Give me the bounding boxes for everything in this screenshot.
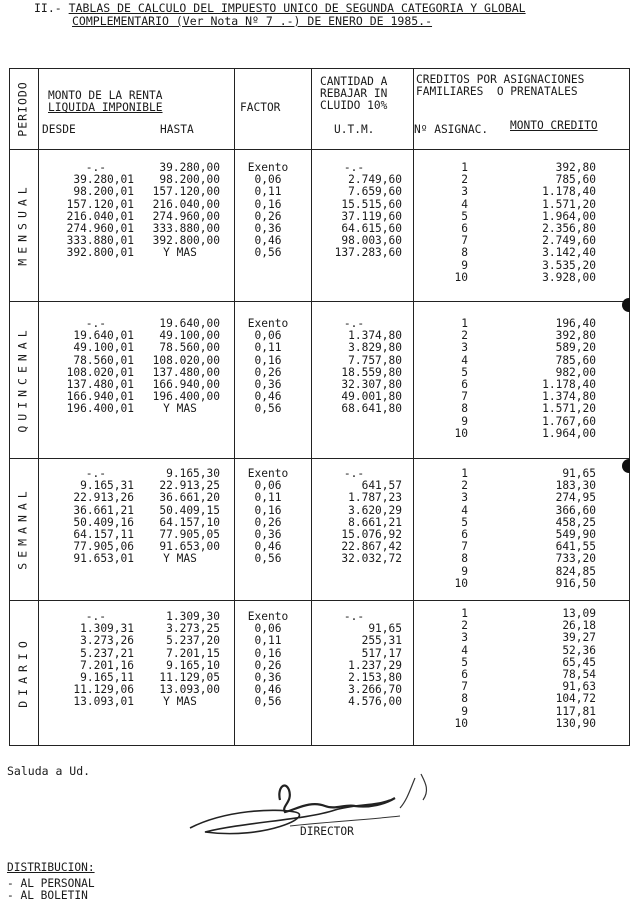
credit-number: 9: [461, 258, 468, 272]
credit-number: 1: [461, 607, 468, 620]
row-desde: 64.157,11: [73, 528, 134, 541]
credit-number: 2: [461, 479, 468, 493]
credit-number: 9: [461, 414, 468, 428]
row-hasta: 36.661,20: [159, 491, 220, 505]
credit-number: 10: [454, 716, 468, 730]
credit-amount: 641,55: [555, 540, 596, 554]
row-factor: 0,16: [254, 503, 282, 517]
row-hasta: 392.800,00: [152, 234, 220, 248]
creditos-header-line2: FAMILIARES O PRENATALES: [416, 85, 578, 98]
n-asignac-header: Nº ASIGNAC.: [414, 123, 489, 136]
dist-item-1: - AL BOLETIN: [7, 889, 88, 902]
credit-number: 5: [461, 655, 468, 669]
credit-number: 7: [461, 680, 468, 694]
credit-amount: 52,36: [562, 643, 596, 657]
row-desde: -.-: [85, 467, 106, 480]
credit-number: 6: [461, 528, 468, 541]
row-cantidad: 4.576,00: [348, 695, 402, 709]
credit-amount: 39,27: [562, 631, 596, 645]
row-hasta: Y MAS: [163, 246, 197, 260]
row-cantidad: 32.032,72: [341, 552, 402, 566]
credit-number: 1: [461, 161, 468, 174]
row-hasta: 216.040,00: [152, 197, 220, 211]
credit-number: 3: [461, 491, 468, 505]
credit-number: 2: [461, 329, 468, 343]
credit-amount: 824,85: [555, 564, 596, 578]
row-desde: 19.640,01: [73, 329, 134, 343]
row-desde: 333.880,01: [66, 234, 134, 248]
credit-number: 1: [461, 317, 468, 330]
credit-amount: 78,54: [562, 668, 596, 681]
row-desde: 274.960,01: [66, 222, 134, 235]
row-hasta: Y MAS: [163, 552, 197, 566]
row-hasta: 7.201,15: [166, 646, 220, 660]
credit-amount: 1.571,20: [542, 197, 596, 211]
period-label-semanal: SEMANAL: [16, 486, 30, 570]
row-cantidad: 37.119,60: [341, 209, 402, 223]
row-cantidad: 8.661,21: [348, 515, 402, 529]
row-factor: 0,11: [254, 341, 282, 355]
credit-number: 7: [461, 540, 468, 554]
row-hasta: 64.157,10: [159, 515, 220, 529]
credit-number: 9: [461, 564, 468, 578]
row-cantidad: 7.659,60: [348, 185, 402, 199]
monto-header-line2: LIQUIDA IMPONIBLE: [48, 101, 163, 114]
row-cantidad: -.-: [343, 317, 365, 330]
row-desde: 108.020,01: [66, 365, 134, 379]
signer-title: DIRECTOR: [300, 825, 354, 838]
credit-amount: 916,50: [555, 576, 596, 590]
row-desde: 13.093,01: [73, 695, 134, 709]
row-hasta: 98.200,00: [159, 173, 220, 187]
credit-number: 7: [461, 234, 468, 248]
credit-number: 3: [461, 185, 468, 199]
credit-amount: 91,65: [562, 467, 596, 480]
row-desde: 157.120,01: [66, 197, 134, 211]
credit-amount: 130,90: [555, 716, 596, 730]
credit-amount: 274,95: [555, 491, 596, 505]
credit-number: 2: [461, 173, 468, 187]
row-factor: 0,06: [254, 622, 282, 636]
factor-header: FACTOR: [240, 101, 281, 114]
period-label-mensual: MENSUAL: [16, 182, 30, 266]
cantidad-header-line2: REBAJAR IN: [320, 87, 388, 100]
row-hasta: 11.129,05: [159, 671, 220, 684]
row-desde: 50.409,16: [73, 515, 134, 529]
credit-number: 5: [461, 365, 468, 379]
credit-number: 10: [454, 270, 468, 284]
row-hasta: 333.880,00: [152, 222, 220, 235]
credit-number: 6: [461, 668, 468, 681]
credit-amount: 1.767,60: [542, 414, 596, 428]
row-desde: 36.661,21: [73, 503, 134, 517]
row-factor: Exento: [247, 317, 289, 330]
row-hasta: 91.653,00: [159, 540, 220, 554]
row-cantidad: 15.515,60: [341, 197, 402, 211]
credit-number: 3: [461, 631, 468, 645]
credit-number: 4: [461, 643, 468, 657]
row-cantidad: 3.620,29: [348, 503, 402, 517]
row-hasta: 49.100,00: [159, 329, 220, 343]
creditos-header-line1: CREDITOS POR ASIGNACIONES: [416, 73, 585, 86]
credit-number: 8: [461, 402, 468, 416]
cantidad-header-line3: CLUIDO 10%: [320, 99, 388, 112]
row-cantidad: 1.237,29: [348, 658, 402, 672]
credit-amount: 65,45: [562, 655, 596, 669]
distribucion-heading: DISTRIBUCION:: [7, 861, 95, 874]
row-cantidad: 68.641,80: [341, 402, 402, 416]
row-hasta: 196.400,00: [152, 390, 220, 404]
credit-amount: 392,80: [555, 329, 596, 343]
row-hasta: 166.940,00: [152, 378, 220, 391]
cantidad-header-line1: CANTIDAD A: [320, 75, 388, 88]
credit-number: 8: [461, 692, 468, 706]
credit-number: 2: [461, 619, 468, 633]
row-hasta: 157.120,00: [152, 185, 220, 199]
periodo-header: PERIODO: [16, 81, 30, 137]
punch-hole: [622, 459, 630, 473]
period-label-quincenal: QUINCENAL: [16, 324, 30, 433]
row-desde: 22.913,26: [73, 491, 134, 505]
row-cantidad: -.-: [343, 161, 365, 174]
credit-amount: 589,20: [555, 341, 596, 355]
row-desde: 78.560,01: [73, 353, 134, 367]
row-desde: -.-: [85, 610, 106, 623]
row-factor: Exento: [247, 467, 289, 480]
credit-number: 4: [461, 353, 468, 367]
row-hasta: 39.280,00: [159, 161, 220, 174]
credit-amount: 13,09: [562, 607, 596, 620]
title-prefix: II.-: [34, 1, 62, 15]
closing-greeting: Saluda a Ud.: [7, 764, 91, 778]
credit-number: 6: [461, 222, 468, 235]
row-factor: 0,16: [254, 353, 282, 367]
row-factor: 0,36: [254, 528, 282, 541]
credit-amount: 785,60: [555, 353, 596, 367]
credit-amount: 1.178,40: [542, 185, 596, 199]
row-cantidad: 3.266,70: [348, 683, 402, 697]
dist-item-0: - AL PERSONAL: [7, 877, 95, 890]
row-factor: 0,26: [254, 209, 282, 223]
credit-amount: 183,30: [555, 479, 596, 493]
row-cantidad: 3.829,80: [348, 341, 402, 355]
credit-amount: 3.142,40: [542, 246, 596, 260]
row-factor: 0,06: [254, 173, 282, 187]
credit-amount: 1.571,20: [542, 402, 596, 416]
row-cantidad: 517,17: [361, 646, 402, 660]
row-hasta: 3.273,25: [166, 622, 220, 636]
row-factor: 0,11: [254, 185, 282, 199]
row-factor: 0,46: [254, 540, 282, 554]
credit-number: 8: [461, 552, 468, 566]
credit-amount: 1.964,00: [542, 426, 596, 440]
signature-image: [185, 770, 445, 850]
row-hasta: 77.905,05: [159, 528, 220, 541]
credit-number: 4: [461, 197, 468, 211]
row-cantidad: 1.374,80: [348, 329, 402, 343]
row-hasta: 108.020,00: [152, 353, 220, 367]
row-cantidad: -.-: [343, 467, 365, 480]
row-factor: 0,36: [254, 222, 282, 235]
title-line-1: TABLAS DE CALCULO DEL IMPUESTO UNICO DE SEGUNDA CATEGORIA Y GLOBAL: [68, 1, 526, 15]
credit-amount: 3.928,00: [542, 270, 596, 284]
row-hasta: Y MAS: [163, 402, 197, 416]
row-desde: 9.165,31: [80, 479, 134, 493]
period-label-diario: DIARIO: [16, 635, 31, 708]
credit-amount: 366,60: [555, 503, 596, 517]
row-cantidad: -.-: [343, 610, 365, 623]
punch-hole: [622, 298, 630, 312]
row-hasta: Y MAS: [163, 695, 197, 709]
credit-amount: 196,40: [555, 317, 596, 330]
row-factor: 0,26: [254, 515, 282, 529]
row-cantidad: 98.003,60: [341, 234, 402, 248]
credit-number: 1: [461, 467, 468, 480]
title-line-2: COMPLEMENTARIO (Ver Nota Nº 7 .-) DE ENERO DE 1985.-: [72, 14, 433, 28]
monto-credito-header: MONTO CREDITO: [510, 119, 598, 132]
credit-number: 3: [461, 341, 468, 355]
row-cantidad: 1.787,23: [348, 491, 402, 505]
credit-number: 10: [454, 426, 468, 440]
credit-number: 10: [454, 576, 468, 590]
row-desde: 77.905,06: [73, 540, 134, 554]
row-factor: 0,26: [254, 365, 282, 379]
row-desde: -.-: [85, 161, 106, 174]
row-cantidad: 15.076,92: [341, 528, 402, 541]
row-hasta: 5.237,20: [166, 634, 220, 648]
row-factor: Exento: [247, 161, 289, 174]
credit-amount: 3.535,20: [542, 258, 596, 272]
row-desde: 1.309,31: [80, 622, 134, 636]
credit-amount: 1.178,40: [542, 378, 596, 391]
row-factor: 0,56: [254, 552, 282, 566]
row-hasta: 22.913,25: [159, 479, 220, 493]
credit-amount: 2.356,80: [542, 222, 596, 235]
row-cantidad: 49.001,80: [341, 390, 402, 404]
credit-amount: 104,72: [555, 692, 596, 706]
row-factor: Exento: [247, 610, 289, 623]
row-desde: 137.480,01: [66, 378, 134, 391]
credit-amount: 458,25: [555, 515, 596, 529]
row-hasta: 9.165,30: [166, 467, 220, 480]
row-desde: 7.201,16: [80, 658, 134, 672]
credit-number: 5: [461, 209, 468, 223]
hasta-header: HASTA: [160, 123, 194, 136]
row-hasta: 137.480,00: [152, 365, 220, 379]
row-desde: 5.237,21: [80, 646, 134, 660]
row-factor: 0,16: [254, 197, 282, 211]
row-factor: 0,36: [254, 671, 282, 684]
row-factor: 0,36: [254, 378, 282, 391]
credit-amount: 1.374,80: [542, 390, 596, 404]
credit-amount: 549,90: [555, 528, 596, 541]
row-cantidad: 2.153,80: [348, 671, 402, 684]
document-title: [34, 2, 526, 28]
row-hasta: 1.309,30: [166, 610, 220, 623]
row-hasta: 78.560,00: [159, 341, 220, 355]
row-cantidad: 22.867,42: [341, 540, 402, 554]
row-desde: 3.273,26: [80, 634, 134, 648]
row-cantidad: 641,57: [361, 479, 402, 493]
row-cantidad: 137.283,60: [334, 246, 402, 260]
row-desde: 216.040,01: [66, 209, 134, 223]
row-factor: 0,46: [254, 683, 282, 697]
row-desde: 392.800,01: [66, 246, 134, 260]
row-factor: 0,06: [254, 479, 282, 493]
credit-number: 7: [461, 390, 468, 404]
row-factor: 0,06: [254, 329, 282, 343]
row-factor: 0,56: [254, 246, 282, 260]
row-desde: 196.400,01: [66, 402, 134, 416]
credit-number: 4: [461, 503, 468, 517]
row-factor: 0,46: [254, 390, 282, 404]
row-cantidad: 91,65: [368, 622, 402, 636]
row-factor: 0,46: [254, 234, 282, 248]
row-cantidad: 255,31: [361, 634, 402, 648]
credit-number: 5: [461, 515, 468, 529]
row-factor: 0,56: [254, 402, 282, 416]
row-desde: 49.100,01: [73, 341, 134, 355]
credit-amount: 982,00: [555, 365, 596, 379]
row-cantidad: 32.307,80: [341, 378, 402, 391]
credit-amount: 117,81: [555, 704, 596, 718]
credit-amount: 733,20: [555, 552, 596, 566]
credit-amount: 2.749,60: [542, 234, 596, 248]
monto-header-line1: MONTO DE LA RENTA: [48, 89, 163, 102]
row-factor: 0,56: [254, 695, 282, 709]
row-hasta: 13.093,00: [159, 683, 220, 697]
row-hasta: 50.409,15: [159, 503, 220, 517]
row-cantidad: 2.749,60: [348, 173, 402, 187]
credit-amount: 91,63: [562, 680, 596, 694]
row-cantidad: 7.757,80: [348, 353, 402, 367]
row-desde: 166.940,01: [66, 390, 134, 404]
credit-amount: 785,60: [555, 173, 596, 187]
row-factor: 0,11: [254, 634, 282, 648]
row-factor: 0,16: [254, 646, 282, 660]
credit-amount: 26,18: [562, 619, 596, 633]
row-hasta: 19.640,00: [159, 317, 220, 330]
row-cantidad: 64.615,60: [341, 222, 402, 235]
credit-number: 9: [461, 704, 468, 718]
row-hasta: 9.165,10: [166, 658, 220, 672]
row-factor: 0,11: [254, 491, 282, 505]
row-hasta: 274.960,00: [152, 209, 220, 223]
credit-amount: 392,80: [555, 161, 596, 174]
utm-header: U.T.M.: [334, 123, 375, 136]
row-desde: 39.280,01: [73, 173, 134, 187]
desde-header: DESDE: [42, 123, 76, 136]
credit-number: 8: [461, 246, 468, 260]
row-desde: 91.653,01: [73, 552, 134, 566]
row-desde: -.-: [85, 317, 106, 330]
credit-amount: 1.964,00: [542, 209, 596, 223]
credit-number: 6: [461, 378, 468, 391]
row-factor: 0,26: [254, 658, 282, 672]
row-desde: 11.129,06: [73, 683, 134, 697]
row-cantidad: 18.559,80: [341, 365, 402, 379]
row-desde: 9.165,11: [80, 671, 134, 684]
row-desde: 98.200,01: [73, 185, 134, 199]
